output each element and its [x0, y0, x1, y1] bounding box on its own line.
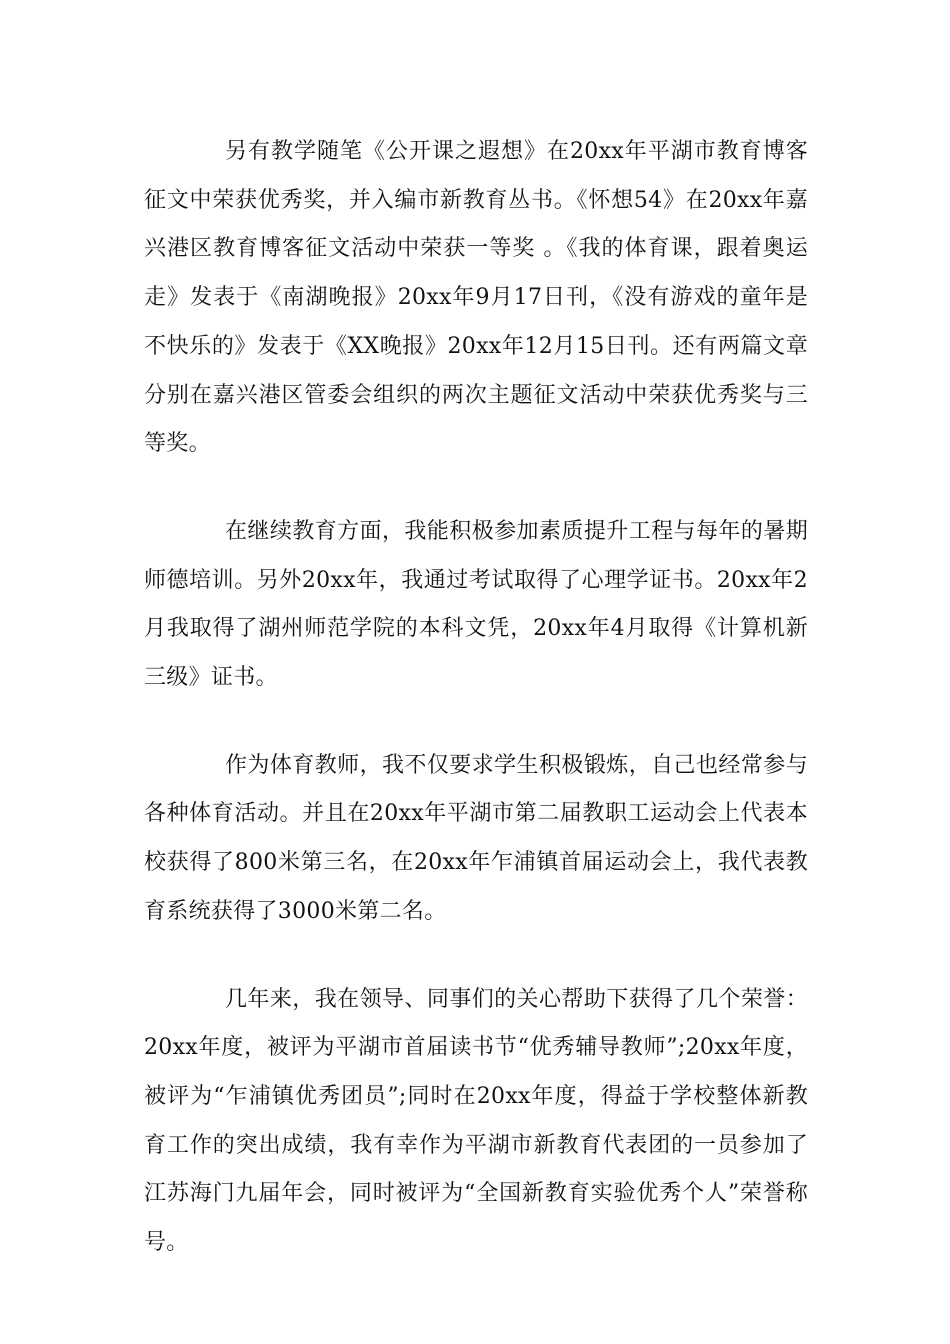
paragraph-awards-writing: 另有教学随笔《公开课之遐想》在20xx年平湖市教育博客征文中荣获优秀奖，并入编市新教育丛书。《怀想54》在20xx年嘉兴港区教育博客征文活动中荣获一等奖 。《我的体育课，跟着奥运走》发表于《南湖晚报》20xx年9月17日刊，《没有游戏的童年是不快乐的》发表于《XX晚报》20xx年12月15日刊。还有两篇文章分别在嘉兴港区管委会组织的两次主题征文活动中荣获优秀奖与三等奖。	[144, 139, 808, 457]
paragraph-sports-activities: 作为体育教师，我不仅要求学生积极锻炼，自己也经常参与各种体育活动。并且在20xx年平湖市第二届教职工运动会上代表本校获得了800米第三名，在20xx年乍浦镇首届运动会上，我代表教育系统获得了3000米第二名。	[144, 752, 808, 924]
paragraph-continuing-education: 在继续教育方面，我能积极参加素质提升工程与每年的暑期师德培训。另外20xx年，我通过考试取得了心理学证书。20xx年2月我取得了湖州师范学院的本科文凭，20xx年4月取得《计算机新三级》证书。	[144, 518, 808, 691]
paragraph-honors: 几年来，我在领导、同事们的关心帮助下获得了几个荣誉：20xx年度，被评为平湖市首届读书节“优秀辅导教师”;20xx年度，被评为“乍浦镇优秀团员”;同时在20xx年度，得益于学校整体新教育工作的突出成绩，我有幸作为平湖市新教育代表团的一员参加了江苏海门九届年会，同时被评为“全国新教育实验优秀个人”荣誉称号。	[144, 986, 808, 1256]
document-body	[144, 128, 808, 1268]
